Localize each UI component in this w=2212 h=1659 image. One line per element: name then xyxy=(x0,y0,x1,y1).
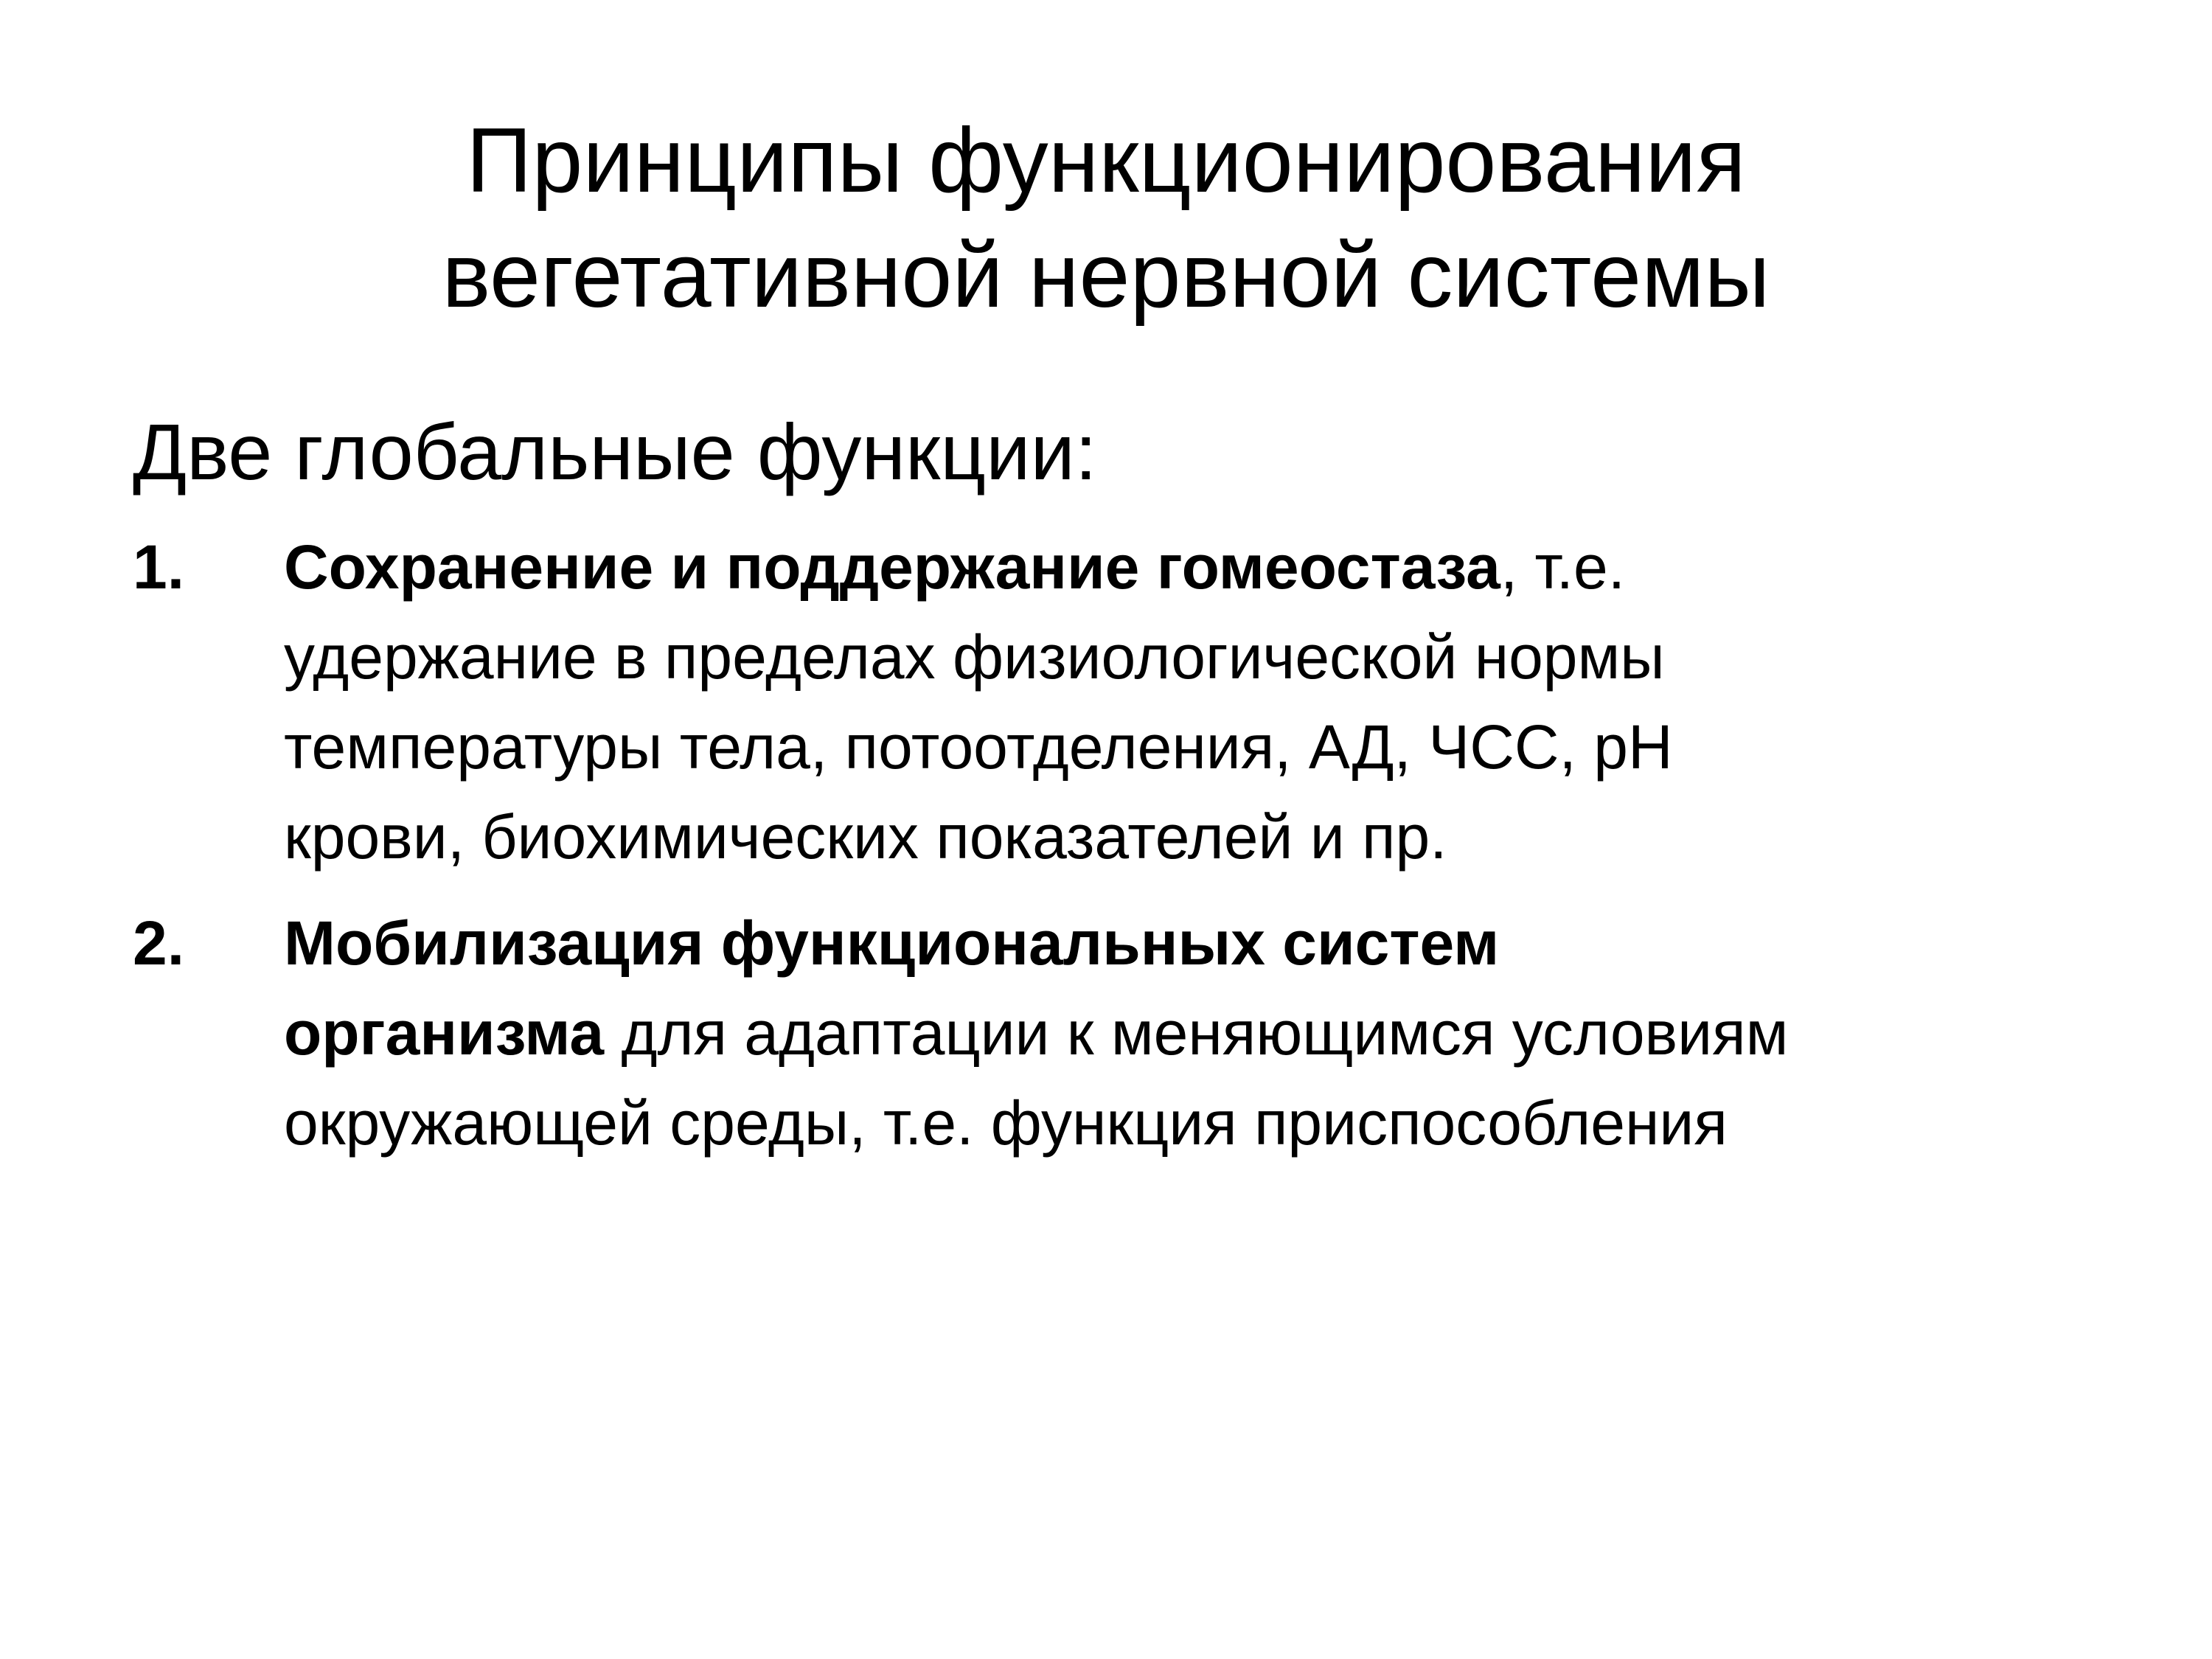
list-item-1-line-1: , т.е. xyxy=(1500,532,1626,602)
list-item-1 xyxy=(133,522,2168,882)
list-item-1-line-2: удержание в пределах физиологической нормы xyxy=(284,622,1665,692)
list-item-2 xyxy=(133,898,2168,1168)
intro-text: Две глобальные функции: xyxy=(133,407,1097,496)
list-item-1-line-3: температуры тела, потоотделения, АД, ЧСС, рН xyxy=(284,712,1673,782)
list-number-2: 2. xyxy=(133,908,185,978)
title-line-1: Принципы функционирования xyxy=(466,110,1746,212)
list-item-2-line-1: для адаптации к меняющимся условиям xyxy=(604,998,1789,1068)
list-item-2-text xyxy=(284,898,2168,1168)
slide-title xyxy=(0,103,2212,333)
slide-body xyxy=(133,404,2168,1184)
list-item-1-line-4: крови, биохимических показателей и пр. xyxy=(284,802,1447,872)
list-item-2-bold-2: организма xyxy=(284,998,605,1068)
list-item-1-text xyxy=(284,522,2168,882)
list-item-2-line-2: окружающей среды, т.е. функция приспособления xyxy=(284,1088,1728,1158)
list-number-1: 1. xyxy=(133,532,185,602)
list-item-1-bold: Сохранение и поддержание гомеостаза xyxy=(284,532,1500,602)
title-line-2: вегетативной нервной системы xyxy=(442,225,1770,327)
list-item-2-bold-1: Мобилизация функциональных систем xyxy=(284,908,1500,978)
